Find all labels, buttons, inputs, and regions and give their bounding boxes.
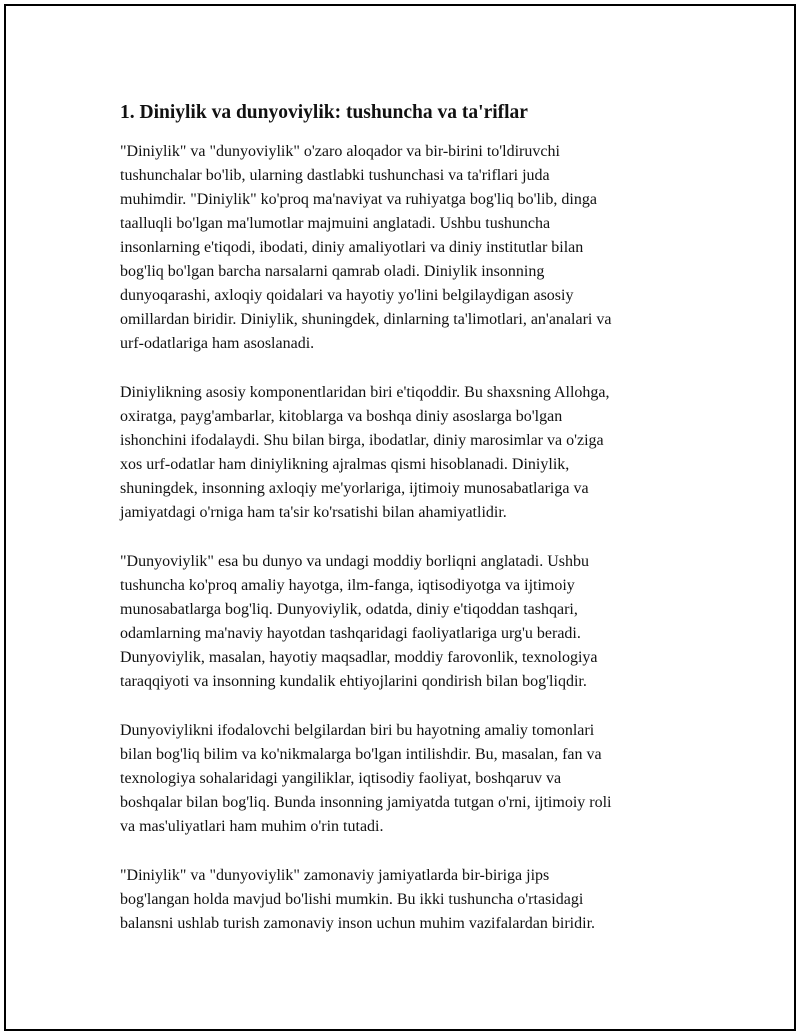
paragraph-line: xos urf-odatlar ham diniylikning ajralmas qismi hisoblanadi. Diniylik, — [120, 456, 570, 473]
paragraph — [120, 719, 700, 839]
paragraph-line: bilan bog'liq bilim va ko'nikmalarga bo'lgan intilishdir. Bu, masalan, fan va — [120, 746, 602, 763]
paragraph — [120, 864, 700, 936]
paragraph — [120, 140, 700, 356]
paragraph-list — [120, 140, 700, 936]
paragraph-line: bog'liq bo'lgan barcha narsalarni qamrab oladi. Diniylik insonning — [120, 263, 545, 280]
paragraph — [120, 381, 700, 525]
paragraph-line: insonlarning e'tiqodi, ibodati, diniy amaliyotlari va diniy institutlar bilan — [120, 239, 584, 256]
paragraph-line: va mas'uliyatlari ham muhim o'rin tutadi. — [120, 818, 384, 835]
paragraph-line: bog'langan holda mavjud bo'lishi mumkin. Bu ikki tushuncha o'rtasidagi — [120, 891, 584, 908]
document-body — [120, 100, 700, 961]
paragraph-line: taraqqiyoti va insonning kundalik ehtiyojlarini qondirish bilan bog'liqdir. — [120, 673, 587, 690]
paragraph-line: tushuncha ko'proq amaliy hayotga, ilm-fanga, iqtisodiyotga va ijtimoiy — [120, 577, 575, 594]
paragraph-line: texnologiya sohalaridagi yangiliklar, iqtisodiy faoliyat, boshqaruv va — [120, 770, 562, 787]
paragraph-line: odamlarning ma'naviy hayotdan tashqaridagi faoliyatlariga urg'u beradi. — [120, 625, 581, 642]
paragraph-line: oxiratga, payg'ambarlar, kitoblarga va boshqa diniy asoslarga bo'lgan — [120, 408, 563, 425]
paragraph-line: Dunyoviylikni ifodalovchi belgilardan biri bu hayotning amaliy tomonlari — [120, 722, 595, 739]
paragraph-line: urf-odatlariga ham asoslanadi. — [120, 335, 315, 352]
paragraph-line: shuningdek, insonning axloqiy me'yorlariga, ijtimoiy munosabatlariga va — [120, 480, 589, 497]
paragraph-line: jamiyatdagi o'rniga ham ta'sir ko'rsatishi bilan ahamiyatlidir. — [120, 504, 507, 521]
paragraph-line: balansni ushlab turish zamonaviy inson uchun muhim vazifalardan biridir. — [120, 915, 596, 932]
paragraph-line: ishonchini ifodalaydi. Shu bilan birga, ibodatlar, diniy marosimlar va o'ziga — [120, 432, 604, 449]
paragraph-line: "Dunyoviylik" esa bu dunyo va undagi moddiy borliqni anglatadi. Ushbu — [120, 553, 590, 570]
paragraph-line: "Diniylik" va "dunyoviylik" zamonaviy jamiyatlarda bir-biriga jips — [120, 867, 550, 884]
paragraph-line: omillardan biridir. Diniylik, shuningdek, dinlarning ta'limotlari, an'analari va — [120, 311, 612, 328]
paragraph — [120, 550, 700, 694]
paragraph-line: taalluqli bo'lgan ma'lumotlar majmuini anglatadi. Ushbu tushuncha — [120, 215, 551, 232]
paragraph-line: boshqalar bilan bog'liq. Bunda insonning jamiyatda tutgan o'rni, ijtimoiy roli — [120, 794, 612, 811]
paragraph-line: munosabatlarga bog'liq. Dunyoviylik, odatda, diniy e'tiqoddan tashqari, — [120, 601, 578, 618]
paragraph-line: tushunchalar bo'lib, ularning dastlabki tushunchasi va ta'riflari juda — [120, 167, 550, 184]
page-frame — [4, 4, 796, 1031]
paragraph-line: muhimdir. "Diniylik" ko'proq ma'naviyat va ruhiyatga bog'liq bo'lib, dinga — [120, 191, 597, 208]
paragraph-line: Diniylikning asosiy komponentlaridan biri e'tiqoddir. Bu shaxsning Allohga, — [120, 384, 610, 401]
paragraph-line: "Diniylik" va "dunyoviylik" o'zaro aloqador va bir-birini to'ldiruvchi — [120, 143, 560, 160]
paragraph-line: Dunyoviylik, masalan, hayotiy maqsadlar, moddiy farovonlik, texnologiya — [120, 649, 598, 666]
section-heading: 1. Diniylik va dunyoviylik: tushuncha va ta'riflar — [120, 102, 528, 123]
paragraph-line: dunyoqarashi, axloqiy qoidalari va hayotiy yo'lini belgilaydigan asosiy — [120, 287, 574, 304]
